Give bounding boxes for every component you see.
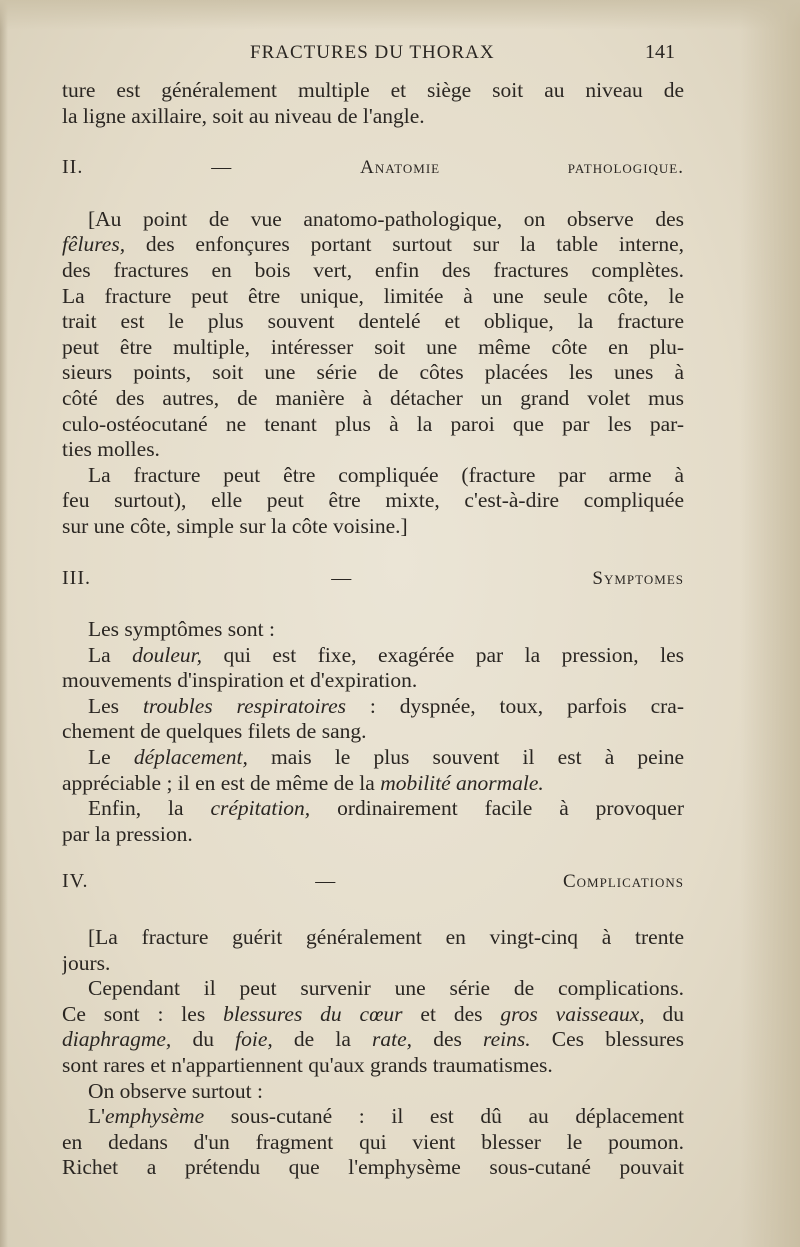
text-line: culo-ostéocutané ne tenant plus à la paroi que par les par-	[62, 411, 684, 436]
text-line: Cependant il peut survenir une série de complications.	[88, 976, 684, 1001]
text-line: côté des autres, de manière à détacher un grand volet mus	[62, 385, 684, 410]
text-line: trait est le plus souvent dentelé et oblique, la fracture	[62, 309, 684, 334]
text-line: ties molles.	[62, 437, 160, 462]
italic-term: troubles respiratoires	[142, 693, 347, 718]
text-line: Ce sont : les blessures du cœur et des gros vaisseaux, du	[62, 1001, 684, 1026]
italic-term: foie,	[235, 1027, 273, 1052]
section-heading-complications	[62, 869, 684, 895]
text-line: La douleur, qui est fixe, exagérée par la pression, les	[88, 642, 684, 667]
page-text	[62, 78, 684, 1181]
text-line: appréciable ; il en est de même de la mobilité anormale.	[62, 770, 544, 795]
page-edge-top	[0, 0, 800, 30]
text-line: sur une côte, simple sur la côte voisine.]	[62, 513, 408, 538]
italic-term: crépitation,	[210, 796, 311, 821]
text-line: Enfin, la crépitation, ordinairement facile à provoquer	[88, 796, 684, 821]
italic-term: gros vaisseaux,	[500, 1001, 645, 1026]
italic-term: fêlures,	[62, 232, 126, 257]
italic-term: douleur,	[132, 642, 202, 667]
section-number: III. —	[62, 566, 593, 589]
section-title: Anatomie pathologique.	[360, 157, 684, 179]
text-line: L'emphysème sous-cutané : il est dû au déplacement	[88, 1104, 684, 1129]
text-line: feu surtout), elle peut être mixte, c'est-à-dire compliquée	[62, 488, 684, 513]
text-line: On observe surtout :	[88, 1078, 263, 1103]
section-heading-anatomie	[62, 155, 684, 181]
section-heading-symptomes	[62, 566, 684, 592]
text-line: Richet a prétendu que l'emphysème sous-cutané pouvait	[62, 1155, 684, 1180]
text-line: par la pression.	[62, 821, 193, 846]
text-line: mouvements d'inspiration et d'expiration.	[62, 668, 418, 693]
page-edge-right	[740, 0, 800, 1247]
text-line: Le déplacement, mais le plus souvent il est à peine	[88, 745, 684, 770]
running-head: FRACTURES DU THORAX	[250, 42, 495, 63]
text-line: des fractures en bois vert, enfin des fractures complètes.	[62, 257, 684, 282]
section-number: IV. —	[62, 870, 563, 893]
section-title: Complications	[562, 871, 684, 893]
italic-term: emphysème	[105, 1104, 205, 1129]
italic-term: reins.	[483, 1027, 531, 1052]
italic-term: rate,	[372, 1027, 413, 1052]
text-line: La fracture peut être unique, limitée à une seule côte, le	[62, 283, 684, 308]
text-line: Les troubles respiratoires : dyspnée, toux, parfois cra-	[88, 693, 684, 718]
text-line: La fracture peut être compliquée (fracture par arme à	[88, 462, 684, 487]
text-line: Les symptômes sont :	[88, 617, 275, 642]
text-line: sieurs points, soit une série de côtes placées les unes à	[62, 360, 684, 385]
text-line: ture est généralement multiple et siège soit au niveau de	[62, 78, 684, 102]
text-line: en dedans d'un fragment qui vient blesser le poumon.	[62, 1129, 684, 1154]
page-edge-left	[0, 0, 8, 1247]
text-line: diaphragme, du foie, de la rate, des reins. Ces blessures	[62, 1027, 684, 1052]
page-number: 141	[645, 41, 675, 63]
text-line: chement de quelques filets de sang.	[62, 719, 367, 744]
text-line: [La fracture guérit généralement en vingt-cinq à trente	[88, 925, 684, 950]
italic-term: blessures du cœur	[223, 1001, 403, 1026]
text-line: peut être multiple, intéresser soit une même côte en plu-	[62, 334, 684, 359]
section-title: Symptomes	[592, 567, 684, 589]
section-number: II. —	[62, 156, 361, 179]
italic-term: déplacement,	[133, 745, 248, 770]
text-line: [Au point de vue anatomo-pathologique, on observe des	[88, 206, 684, 231]
italic-term: diaphragme,	[62, 1027, 172, 1052]
text-line: sont rares et n'appartiennent qu'aux grands traumatismes.	[62, 1053, 553, 1077]
page-header	[0, 38, 800, 68]
text-line: fêlures, des enfonçures portant surtout sur la table interne,	[62, 232, 684, 257]
italic-term: mobilité anormale.	[380, 770, 544, 795]
text-line: la ligne axillaire, soit au niveau de l'angle.	[62, 103, 425, 128]
text-line: jours.	[62, 950, 111, 975]
